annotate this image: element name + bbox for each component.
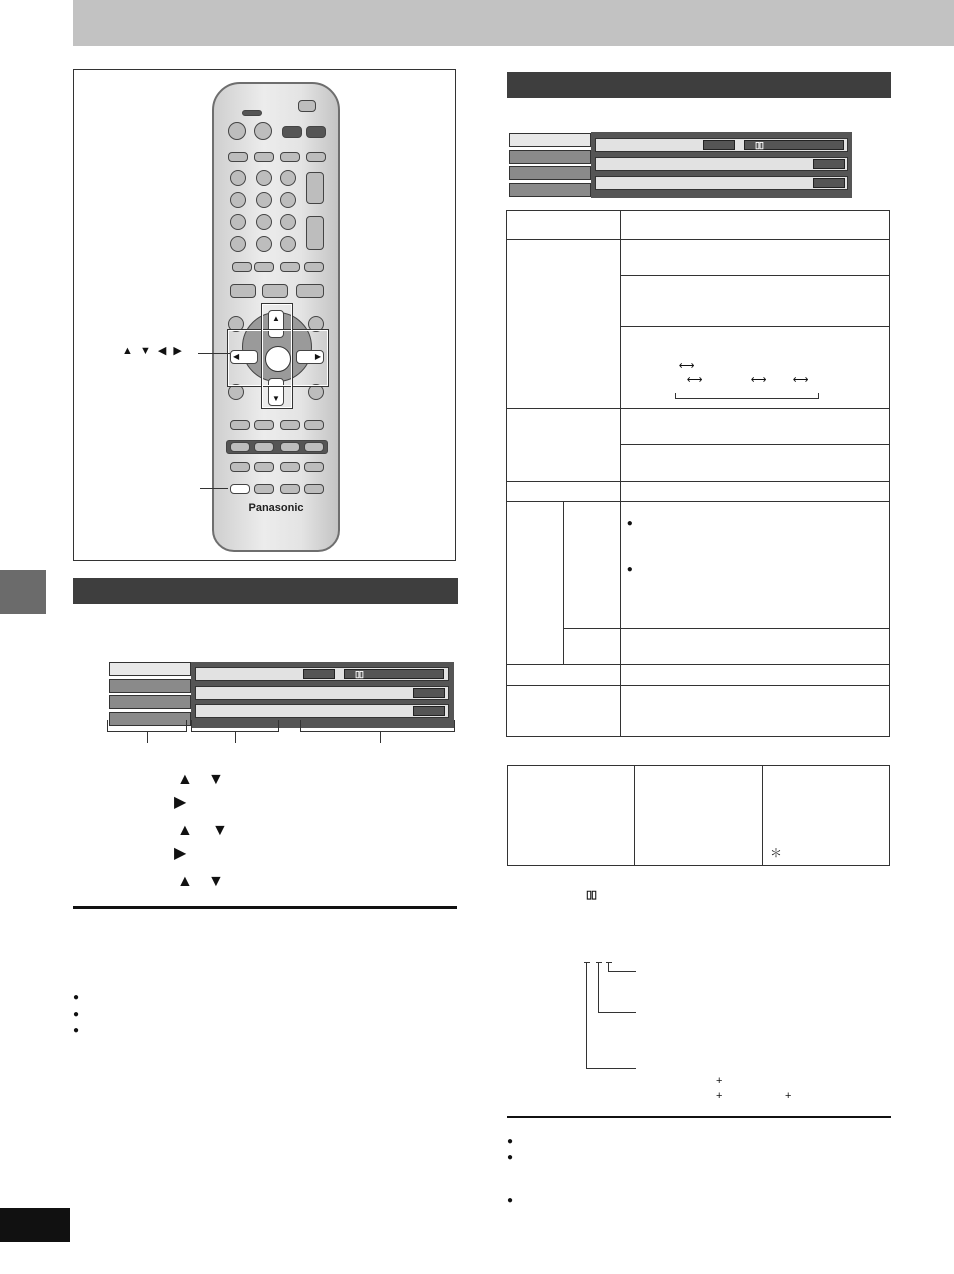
menu-tab	[509, 150, 591, 164]
skip-back-icon	[232, 262, 252, 272]
menu-row	[595, 157, 848, 171]
table-cell	[620, 276, 889, 327]
number-button	[256, 236, 272, 252]
bullet-icon: ●	[73, 1009, 80, 1020]
fast-forward-icon	[304, 262, 324, 272]
remote-button	[304, 420, 324, 430]
indicator-led	[242, 110, 262, 116]
table-cell	[507, 502, 564, 665]
bracket	[107, 720, 108, 732]
number-button	[230, 192, 246, 208]
table-cell	[507, 665, 621, 686]
info-box-divider	[634, 765, 635, 866]
remote-button	[280, 484, 300, 494]
loop-arrow	[675, 393, 819, 399]
number-button	[256, 192, 272, 208]
menu-tab-selected	[509, 133, 591, 147]
table-cell	[620, 665, 889, 686]
remote-button	[254, 462, 274, 472]
info-box-divider	[762, 765, 763, 866]
bullet-icon: ●	[507, 1195, 514, 1206]
number-button	[280, 214, 296, 230]
dpad-down-icon: ▼	[268, 378, 284, 406]
menu-value-chip	[413, 688, 445, 698]
double-arrow-icon: ⟷	[686, 374, 703, 386]
diagram-line	[586, 1068, 636, 1069]
bracket	[300, 720, 301, 732]
remote-button	[228, 152, 248, 162]
dpad-up-icon: ▲	[268, 310, 284, 338]
table-cell	[620, 502, 889, 629]
dpad-left-icon: ◀	[230, 350, 258, 364]
up-arrow-icon: ▲	[177, 771, 193, 788]
bullet-icon: ●	[626, 564, 633, 575]
diagram-line	[596, 962, 602, 963]
diagram-line	[584, 962, 590, 963]
menu-value-chip	[813, 178, 845, 188]
up-arrow-icon: ▲	[177, 822, 193, 839]
dpad-highlight	[262, 304, 292, 408]
bullet-icon: ●	[73, 1025, 80, 1036]
dolby-icon: ▯▯	[755, 140, 763, 150]
remote-button	[280, 462, 300, 472]
double-arrow-icon: ⟷	[678, 360, 695, 372]
plus-icon: +	[785, 1090, 792, 1102]
remote-brand-logo: Panasonic	[248, 502, 304, 514]
up-arrow-icon: ▲	[177, 873, 193, 890]
asterisk-icon: ＊	[770, 846, 783, 860]
remote-button	[304, 462, 324, 472]
number-button	[280, 236, 296, 252]
bullet-icon: ●	[73, 992, 80, 1003]
bullet-icon: ●	[507, 1136, 514, 1147]
table-cell	[620, 482, 889, 502]
table-cell	[620, 211, 889, 240]
rewind-icon	[280, 262, 300, 272]
right-arrow-icon: ▶	[174, 845, 187, 862]
remote-button	[308, 384, 324, 400]
down-arrow-icon: ▼	[208, 873, 224, 890]
number-button	[230, 170, 246, 186]
eject-icon	[254, 152, 274, 162]
double-arrow-icon: ⟷	[750, 374, 767, 386]
down-arrow-icon: ▼	[208, 771, 224, 788]
power-icon	[228, 122, 246, 140]
diagram-line	[598, 962, 599, 1013]
diagram-line	[598, 1012, 636, 1013]
table-cell	[507, 482, 621, 502]
play-icon	[296, 284, 324, 298]
diagram-line	[586, 962, 587, 1069]
menu-tab-selected	[109, 662, 191, 676]
diagram-line	[608, 971, 636, 972]
down-arrow-icon: ▼	[212, 822, 228, 839]
remote-button	[280, 152, 300, 162]
dolby-icon: ▯▯	[355, 669, 363, 679]
menu-value-chip	[303, 669, 335, 679]
page-number-box	[0, 1208, 70, 1242]
section-header-left	[73, 578, 458, 604]
page-header-bar	[73, 0, 954, 46]
settings-table	[506, 210, 890, 737]
menu-tab	[509, 166, 591, 180]
table-cell	[620, 327, 889, 409]
table-cell	[620, 445, 889, 482]
skip-forward-icon	[254, 262, 274, 272]
table-cell	[620, 629, 889, 665]
diagram-line	[606, 962, 612, 963]
menu-value-chip	[413, 706, 445, 716]
table-cell	[563, 502, 620, 629]
table-cell	[620, 409, 889, 445]
table-cell	[620, 240, 889, 276]
remote-button	[282, 126, 302, 138]
bracket	[300, 731, 454, 732]
remote-button	[230, 442, 250, 452]
bracket	[454, 720, 455, 732]
table-cell	[507, 409, 621, 482]
divider	[507, 1116, 891, 1118]
bracket	[235, 731, 236, 743]
table-cell	[507, 240, 621, 409]
plus-icon: +	[716, 1090, 723, 1102]
stop-icon	[230, 284, 256, 298]
info-box	[507, 765, 890, 866]
number-button	[280, 170, 296, 186]
menu-value-chip	[703, 140, 735, 150]
bracket	[278, 720, 279, 732]
slow-forward-icon	[254, 420, 274, 430]
menu-row	[195, 704, 449, 718]
remote-button	[280, 420, 300, 430]
channel-rocker	[306, 172, 324, 204]
highlighted-menu-button	[230, 484, 250, 494]
volume-rocker	[306, 216, 324, 250]
plus-icon: +	[716, 1075, 723, 1087]
menu-row	[195, 686, 449, 700]
bullet-icon: ●	[626, 518, 633, 529]
number-button	[280, 192, 296, 208]
dpad-right-icon: ▶	[296, 350, 324, 364]
remote-button	[306, 152, 326, 162]
remote-button	[230, 462, 250, 472]
remote-button	[254, 484, 274, 494]
menu-tab	[109, 679, 191, 693]
menu-button-leader	[200, 488, 228, 489]
remote-button	[280, 442, 300, 452]
dolby-icon: ▯▯	[586, 889, 597, 901]
divider	[73, 906, 457, 909]
number-button	[230, 214, 246, 230]
number-button	[256, 214, 272, 230]
double-arrow-icon: ⟷	[792, 374, 809, 386]
menu-row	[595, 176, 848, 190]
remote-button	[306, 126, 326, 138]
right-arrow-icon: ▶	[174, 794, 187, 811]
slow-back-icon	[230, 420, 250, 430]
number-button	[230, 236, 246, 252]
pause-icon	[262, 284, 288, 298]
menu-tab	[509, 183, 591, 197]
number-button	[256, 170, 272, 186]
menu-tab	[109, 712, 191, 726]
table-cell	[563, 629, 620, 665]
bullet-icon: ●	[507, 1152, 514, 1163]
bracket	[191, 720, 192, 732]
bracket	[380, 731, 381, 743]
menu-tab	[109, 695, 191, 709]
table-cell	[620, 686, 889, 737]
remote-button	[254, 442, 274, 452]
arrow-keys-leader	[198, 353, 230, 354]
power-icon	[254, 122, 272, 140]
remote-button	[228, 384, 244, 400]
record-icon	[304, 442, 324, 452]
table-cell	[507, 686, 621, 737]
section-header-right	[507, 72, 891, 98]
menu-value-chip	[813, 159, 845, 169]
mode-switch	[298, 100, 316, 112]
arrow-keys-label: ▲ ▼ ◀ ▶	[122, 345, 184, 357]
remote-button	[304, 484, 324, 494]
bracket	[186, 720, 187, 732]
chapter-side-tab	[0, 570, 46, 614]
table-cell	[507, 211, 621, 240]
bracket	[147, 731, 148, 743]
